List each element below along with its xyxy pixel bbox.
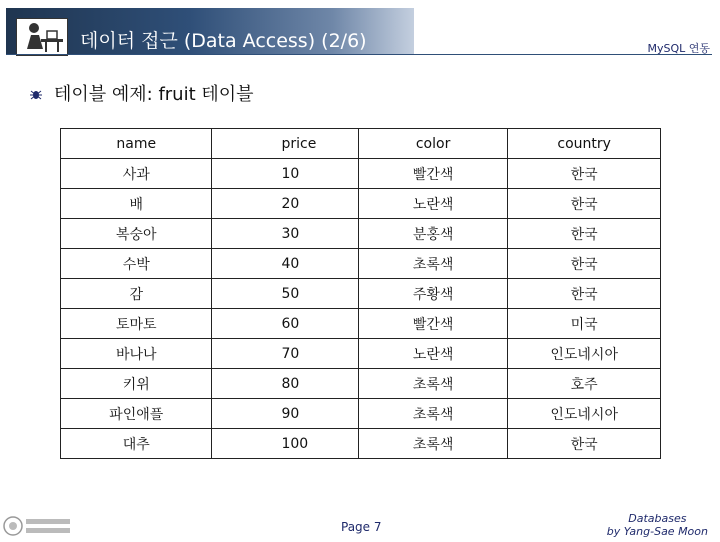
- university-logo: [2, 514, 74, 538]
- column-header: color: [358, 129, 507, 159]
- column-header: name: [61, 129, 212, 159]
- slide-subtitle: 테이블 예제: fruit 테이블: [54, 84, 254, 105]
- title-underline: [6, 54, 712, 55]
- table-cell: 호주: [508, 369, 661, 399]
- table-cell: 한국: [508, 429, 661, 459]
- table-cell: 수박: [61, 249, 212, 279]
- person-at-desk-icon: [16, 18, 68, 56]
- table-row: [61, 309, 661, 339]
- table-cell: 60: [212, 309, 358, 339]
- table-row: [61, 219, 661, 249]
- table-cell: 노란색: [358, 339, 507, 369]
- table-cell: 미국: [508, 309, 661, 339]
- table-cell: 인도네시아: [508, 339, 661, 369]
- table-cell: 바나나: [61, 339, 212, 369]
- table-cell: 토마토: [61, 309, 212, 339]
- page-number: Page 7: [341, 520, 382, 534]
- table-cell: 40: [212, 249, 358, 279]
- table-cell: 90: [212, 399, 358, 429]
- table-cell: 50: [212, 279, 358, 309]
- table-cell: 한국: [508, 279, 661, 309]
- table-cell: 한국: [508, 159, 661, 189]
- credit-line-1: Databases: [628, 512, 687, 525]
- table-cell: 빨간색: [358, 309, 507, 339]
- table-row: [61, 339, 661, 369]
- table-cell: 30: [212, 219, 358, 249]
- table-row: [61, 369, 661, 399]
- column-header: country: [508, 129, 661, 159]
- table-cell: 70: [212, 339, 358, 369]
- column-header: price: [212, 129, 358, 159]
- slide-title: 데이터 접근 (Data Access) (2/6): [80, 30, 367, 52]
- table-row: [61, 249, 661, 279]
- table-row: [61, 189, 661, 219]
- table-row: [61, 399, 661, 429]
- table-row: [61, 279, 661, 309]
- table-cell: 사과: [61, 159, 212, 189]
- table-cell: 분홍색: [358, 219, 507, 249]
- credit-line-2: by Yang-Sae Moon: [606, 525, 708, 538]
- section-label: MySQL 연동: [647, 42, 710, 55]
- table-cell: 초록색: [358, 399, 507, 429]
- table-cell: 복숭아: [61, 219, 212, 249]
- table-cell: 인도네시아: [508, 399, 661, 429]
- table-cell: 키위: [61, 369, 212, 399]
- table-cell: 20: [212, 189, 358, 219]
- table-cell: 감: [61, 279, 212, 309]
- table-header-row: [61, 129, 661, 159]
- table-cell: 10: [212, 159, 358, 189]
- fruit-table: [60, 128, 661, 459]
- table-cell: 80: [212, 369, 358, 399]
- table-cell: 초록색: [358, 429, 507, 459]
- table-cell: 초록색: [358, 249, 507, 279]
- bug-bullet-icon: [30, 86, 42, 98]
- table-row: [61, 159, 661, 189]
- table-cell: 100: [212, 429, 358, 459]
- table-cell: 배: [61, 189, 212, 219]
- credit: [607, 512, 708, 538]
- table-cell: 주황색: [358, 279, 507, 309]
- table-cell: 빨간색: [358, 159, 507, 189]
- table-cell: 한국: [508, 189, 661, 219]
- table-cell: 한국: [508, 249, 661, 279]
- table-cell: 한국: [508, 219, 661, 249]
- table-row: [61, 429, 661, 459]
- table-cell: 대추: [61, 429, 212, 459]
- table-cell: 파인애플: [61, 399, 212, 429]
- table-cell: 노란색: [358, 189, 507, 219]
- table-cell: 초록색: [358, 369, 507, 399]
- title-bar: [6, 8, 414, 54]
